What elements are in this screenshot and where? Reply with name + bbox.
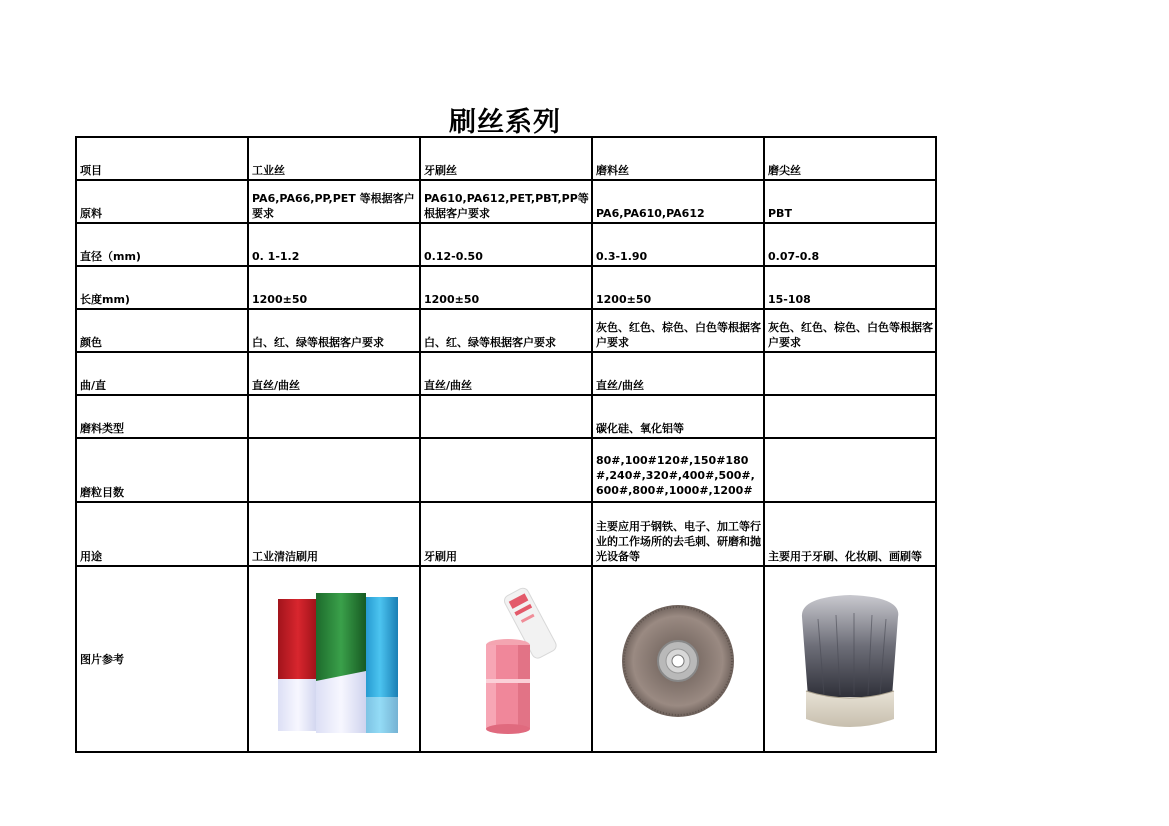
table-cell <box>764 395 936 438</box>
table-cell <box>764 438 936 502</box>
industrial-filament-image <box>264 579 404 739</box>
table-cell: 工业清洁刷用 <box>248 502 420 566</box>
table-cell: 灰色、红色、棕色、白色等根据客户要求 <box>764 309 936 352</box>
table-cell <box>420 438 592 502</box>
table-cell: 80#,100#120#,150#180#,240#,320#,400#,500#,600#,800#,1000#,1200# <box>592 438 764 502</box>
table-row <box>76 352 936 395</box>
table-cell: 0.12-0.50 <box>420 223 592 266</box>
header-cell: 磨尖丝 <box>764 137 936 180</box>
table-cell: PA610,PA612,PET,PBT,PP等根据客户要求 <box>420 180 592 223</box>
table-cell <box>248 438 420 502</box>
table-cell: 直丝/曲丝 <box>248 352 420 395</box>
header-cell: 工业丝 <box>248 137 420 180</box>
table-cell: 灰色、红色、棕色、白色等根据客户要求 <box>592 309 764 352</box>
table-cell: 主要应用于钢铁、电子、加工等行业的工作场所的去毛刺、研磨和抛光设备等 <box>592 502 764 566</box>
toothbrush-filament-image <box>436 579 576 739</box>
table-cell <box>248 395 420 438</box>
row-label: 长度mm) <box>76 266 248 309</box>
table-cell: PBT <box>764 180 936 223</box>
table-row <box>76 502 936 566</box>
table-cell: 0.07-0.8 <box>764 223 936 266</box>
table-row <box>76 309 936 352</box>
table-cell: 碳化硅、氧化铝等 <box>592 395 764 438</box>
table-cell <box>420 395 592 438</box>
table-cell: 15-108 <box>764 266 936 309</box>
table-cell: 白、红、绿等根据客户要求 <box>420 309 592 352</box>
row-label: 磨粒目数 <box>76 438 248 502</box>
image-cell <box>248 566 420 752</box>
abrasive-wheel-image <box>608 579 748 739</box>
row-label: 颜色 <box>76 309 248 352</box>
row-label: 原料 <box>76 180 248 223</box>
header-cell: 项目 <box>76 137 248 180</box>
table-cell: 直丝/曲丝 <box>592 352 764 395</box>
table-cell: 主要用于牙刷、化妆刷、画刷等 <box>764 502 936 566</box>
tapered-filament-image <box>780 579 920 739</box>
table-cell: 直丝/曲丝 <box>420 352 592 395</box>
table-cell <box>764 352 936 395</box>
header-cell: 磨料丝 <box>592 137 764 180</box>
table-cell: 1200±50 <box>592 266 764 309</box>
page-title: 刷丝系列 <box>449 107 561 138</box>
row-label: 用途 <box>76 502 248 566</box>
table-cell: PA6,PA66,PP,PET 等根据客户要求 <box>248 180 420 223</box>
image-cell <box>420 566 592 752</box>
table-row <box>76 395 936 438</box>
table-cell: 0. 1-1.2 <box>248 223 420 266</box>
table-cell: 1200±50 <box>248 266 420 309</box>
table-cell: PA6,PA610,PA612 <box>592 180 764 223</box>
table-cell: 牙刷用 <box>420 502 592 566</box>
table-row <box>76 438 936 502</box>
spec-table <box>75 136 937 753</box>
image-cell <box>764 566 936 752</box>
row-label: 曲/直 <box>76 352 248 395</box>
header-cell: 牙刷丝 <box>420 137 592 180</box>
image-row <box>76 566 936 752</box>
table-row <box>76 180 936 223</box>
table-row <box>76 223 936 266</box>
row-label: 磨料类型 <box>76 395 248 438</box>
row-label: 直径（mm) <box>76 223 248 266</box>
table-header-row <box>76 137 936 180</box>
image-cell <box>592 566 764 752</box>
table-cell: 0.3-1.90 <box>592 223 764 266</box>
row-label: 图片参考 <box>76 566 248 752</box>
table-cell: 白、红、绿等根据客户要求 <box>248 309 420 352</box>
table-cell: 1200±50 <box>420 266 592 309</box>
table-row <box>76 266 936 309</box>
